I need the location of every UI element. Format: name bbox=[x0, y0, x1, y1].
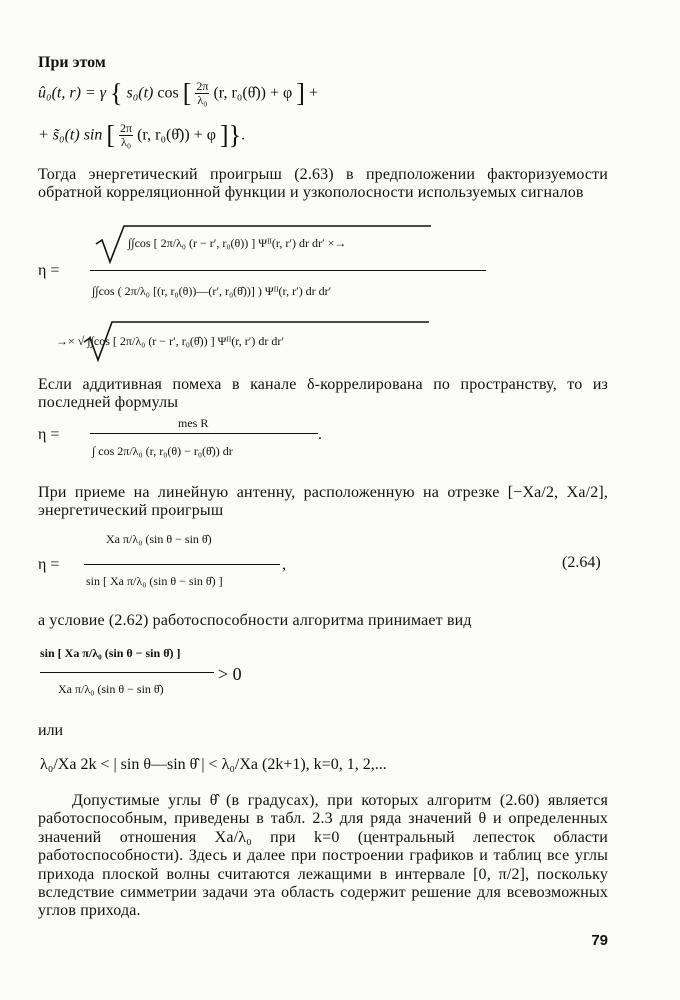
paragraph-1: Тогда энергетический проигрыш (2.63) в предположении факторизуемости обратной корреляционной функции и узкополосности используемых сигналов bbox=[38, 166, 608, 202]
paragraph-4: а условие (2.62) работоспособности алгоритма принимает вид bbox=[38, 612, 472, 629]
eq3-numerator: mes R bbox=[178, 416, 209, 430]
denominator-bottom: →× √ ∫∫cos [ 2π/λ₀ (r − r′, r₀(θ̂)) ] Ψᴵᴵ(r, r′) dr dr′ bbox=[56, 334, 284, 348]
equation-6: λ₀/Xа 2k < | sin θ—sin θ̂ | < λ₀/Xа (2k+1), k=0, 1, 2,... bbox=[40, 756, 387, 773]
paragraph-5: Допустимые углы θ̂ (в градусах), при которых алгоритм (2.60) является работоспособным, приведены в табл. 2.3 для ряда значений θ и определенных значений отношения Xа/λ₀ при k=0 (центральный лепесток области работоспособности). Здесь и далее при построении графиков и таблиц все углы прихода плоской волны считаются лежащими в интервале [0, π/2], поскольку вследствие симметрии задачи эта область содержит решение для всевозможных углов прихода. bbox=[38, 792, 608, 920]
eq4-fraction-bar bbox=[84, 564, 280, 565]
main-fraction-bar bbox=[90, 270, 486, 271]
eq1-lhs: û₀(t, r) = γ bbox=[38, 84, 106, 102]
eta-symbol: η = bbox=[38, 262, 60, 279]
eq1-plus: + bbox=[308, 84, 318, 102]
equation-1-line-1: û₀(t, r) = γ { s₀(t) cos [ $\frac{2\pi}{\text{λ₀}}$ (r, r₀(θ̂)) + φ ] + bbox=[38, 78, 318, 108]
eq5-denominator: Xа π/λ₀ (sin θ − sin θ̂) bbox=[58, 682, 164, 696]
eq5-fraction-bar bbox=[40, 672, 214, 673]
eq1-arg: (r, r₀(θ̂)) + φ bbox=[213, 84, 293, 102]
equation-1-line-2: + s̃₀(t) sin [ $\frac{2\pi}{\text{λ₀}}$ (r, r₀(θ̂)) + φ ]}. bbox=[38, 120, 246, 150]
eta-symbol-3: η = bbox=[38, 556, 60, 573]
eq1-cos: cos bbox=[157, 84, 179, 102]
eq3-fraction-bar bbox=[90, 433, 318, 434]
eq5-relation: > 0 bbox=[218, 664, 242, 684]
intro-text: При этом bbox=[38, 54, 106, 71]
eq1-s0tilde: + s̃₀(t) sin bbox=[38, 126, 103, 144]
eq3-period: . bbox=[318, 426, 322, 443]
numerator-top: ∫∫cos [ 2π/λ₀ (r − r′, r₀(θ)) ] Ψᴵᴵ(r, r′) dr dr′ ×→ bbox=[128, 236, 347, 250]
eq3-denominator: ∫ cos 2π/λ₀ (r, r₀(θ) − r₀(θ̂)) dr bbox=[92, 444, 233, 458]
denominator-middle: ∫∫cos ( 2π/λ₀ [(r, r₀(θ))—(r′, r₀(θ̂))] ) Ψᴵᴵ(r, r′) dr dr′ bbox=[92, 284, 332, 298]
eq1-fraction: $\frac{2\pi}{\text{λ₀}}$ bbox=[196, 79, 209, 108]
eta-symbol-2: η = bbox=[38, 426, 60, 443]
paragraph-2: Если аддитивная помеха в канале δ-коррелирована по пространству, то из последней формулы bbox=[38, 376, 608, 412]
eq4-denominator: sin [ Xа π/λ₀ (sin θ − sin θ̂) ] bbox=[86, 574, 223, 588]
paragraph-3: При приеме на линейную антенну, расположенную на отрезке [−Xа/2, Xа/2], энергетический проигрыш bbox=[38, 484, 608, 520]
eq1-s0: s₀(t) bbox=[126, 84, 154, 102]
or-word: или bbox=[38, 722, 64, 739]
eq4-numerator: Xа π/λ₀ (sin θ − sin θ̂) bbox=[106, 532, 212, 546]
eq5-numerator: sin [ Xа π/λ₀ (sin θ − sin θ̂) ] bbox=[40, 646, 181, 660]
equation-label-2-64: (2.64) bbox=[562, 554, 601, 571]
page-number: 79 bbox=[591, 932, 608, 949]
